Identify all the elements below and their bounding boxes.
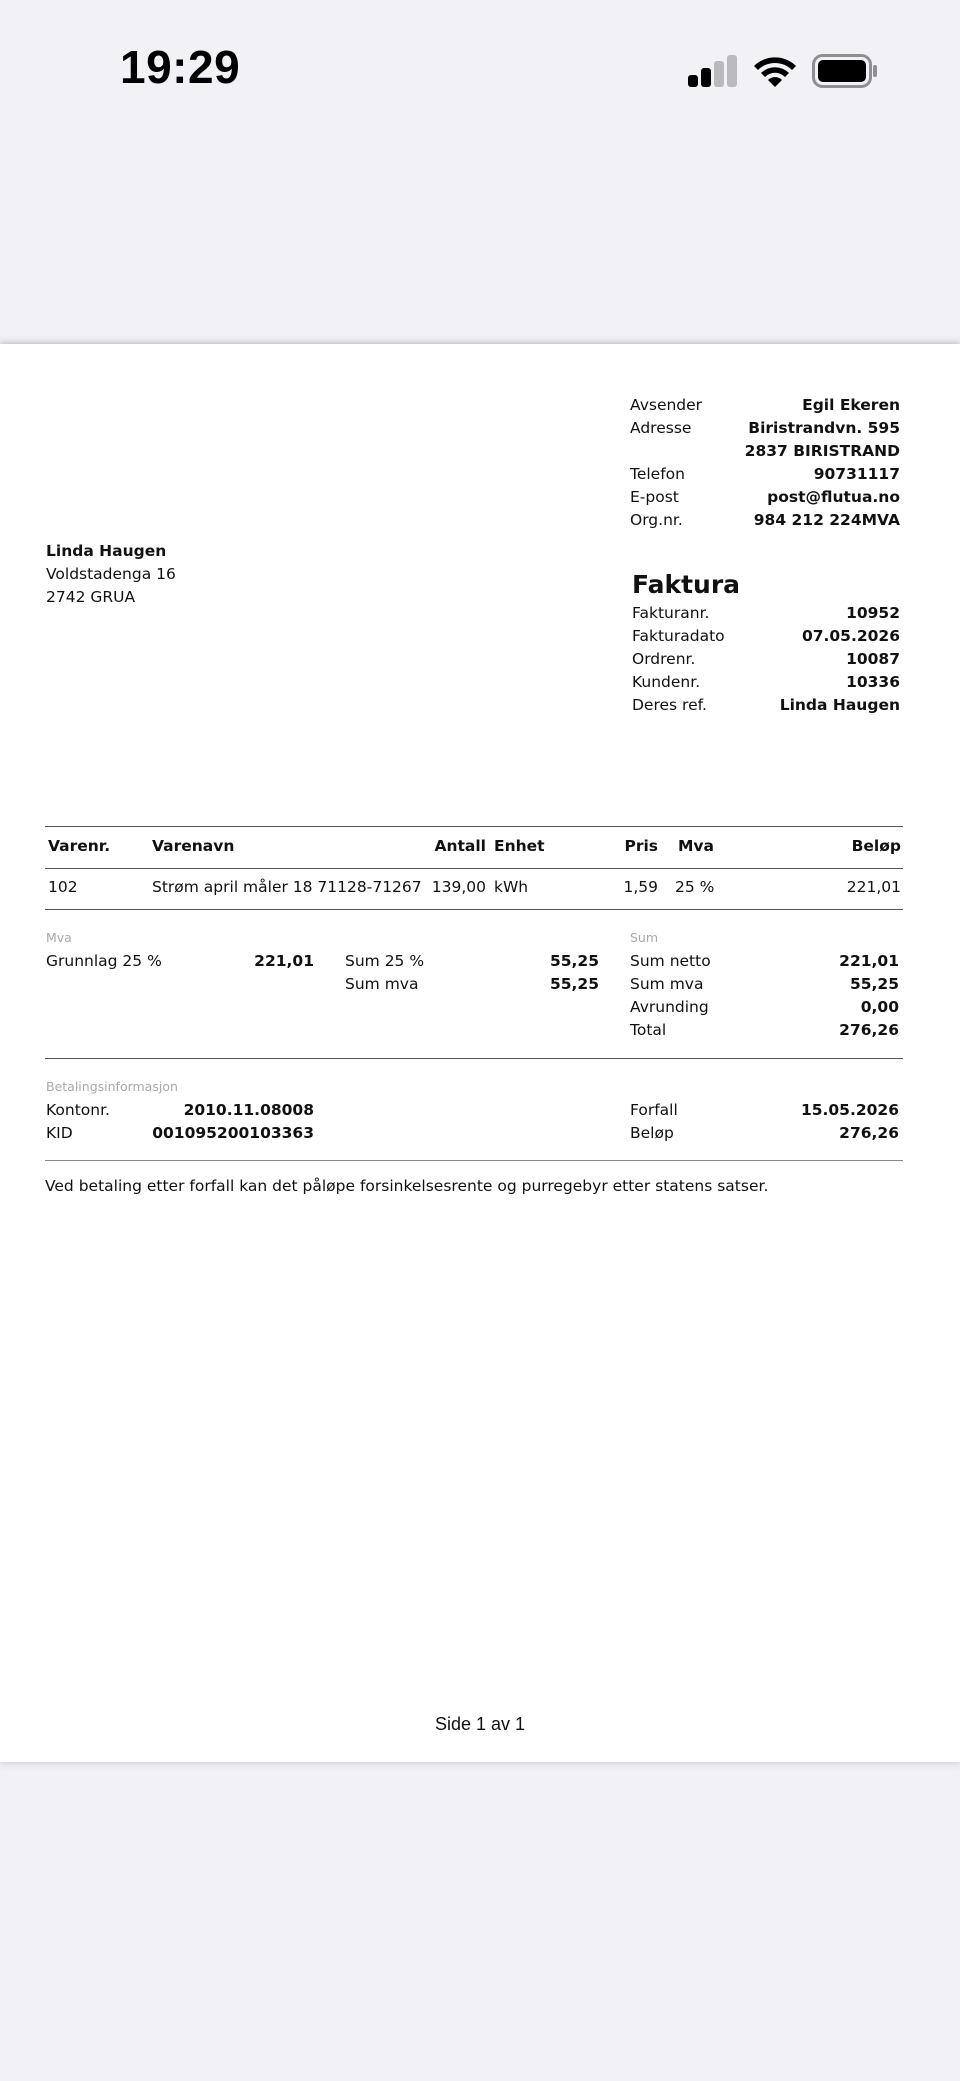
status-time: 19:29 xyxy=(120,41,241,93)
table-top-divider xyxy=(45,826,903,827)
col-header-qty: Antall xyxy=(434,837,486,855)
vat-sum-rate-value: 55,25 xyxy=(549,952,599,970)
battery-icon xyxy=(812,54,878,88)
invoice-title: Faktura xyxy=(632,570,741,599)
totals-table xyxy=(630,950,899,1042)
totals-row: Avrunding 0,00 xyxy=(630,998,899,1016)
totals-row: Total 276,26 xyxy=(630,1021,899,1039)
invoice-row: Fakturanr. 10952 xyxy=(632,604,900,622)
vat-basis-label: Grunnlag 25 % xyxy=(46,952,162,970)
late-payment-notice: Ved betaling etter forfall kan det påløpe forsinkelsesrente og purregebyr etter statens satser. xyxy=(45,1177,769,1195)
kid-number: 001095200103363 xyxy=(152,1124,314,1142)
vat-sum-value: 55,25 xyxy=(549,975,599,993)
col-header-amount: Beløp xyxy=(851,837,901,855)
sender-row: Avsender Egil Ekeren xyxy=(630,396,900,414)
vat-section-label: Mva xyxy=(46,930,72,945)
col-header-vat: Mva xyxy=(678,837,714,855)
table-bottom-divider xyxy=(45,909,903,910)
table-header-divider xyxy=(45,868,903,869)
sender-row: Org.nr. 984 212 224MVA xyxy=(630,511,900,529)
invoice-row: Fakturadato 07.05.2026 xyxy=(632,627,900,645)
sender-row: 2837 BIRISTRAND xyxy=(744,442,900,460)
line-item-price: 1,59 xyxy=(623,878,658,896)
kid-label: KID xyxy=(46,1124,73,1142)
summary-divider xyxy=(45,1058,903,1059)
col-header-price: Pris xyxy=(624,837,658,855)
account-label: Kontonr. xyxy=(46,1101,110,1119)
line-item-unit: kWh xyxy=(494,878,529,896)
invoice-details xyxy=(632,602,900,717)
totals-row: Sum mva 55,25 xyxy=(630,975,899,993)
totals-section-label: Sum xyxy=(630,930,659,945)
vat-basis-value: 221,01 xyxy=(254,952,314,970)
recipient-name: Linda Haugen xyxy=(46,542,167,560)
payment-divider xyxy=(45,1160,903,1161)
line-item-qty: 139,00 xyxy=(431,878,486,896)
sender-row: Adresse Biristrandvn. 595 xyxy=(630,419,900,437)
recipient-street: Voldstadenga 16 xyxy=(46,565,176,583)
invoice-row: Kundenr. 10336 xyxy=(632,673,900,691)
payment-amount-label: Beløp xyxy=(630,1124,674,1142)
recipient-address xyxy=(46,540,176,609)
vat-sum-label: Sum mva xyxy=(345,975,419,993)
invoice-row: Ordrenr. 10087 xyxy=(632,650,900,668)
wifi-icon xyxy=(752,54,798,88)
sender-info xyxy=(630,394,900,532)
cellular-signal-icon xyxy=(688,55,738,87)
line-item-name: Strøm april måler 18 71128-71267 xyxy=(152,878,422,896)
col-header-item-no: Varenr. xyxy=(48,837,111,855)
col-header-name: Varenavn xyxy=(152,837,235,855)
page-number: Side 1 av 1 xyxy=(434,1714,526,1734)
col-header-unit: Enhet xyxy=(494,837,545,855)
payment-section-label: Betalingsinformasjon xyxy=(46,1079,178,1094)
invoice-page xyxy=(0,344,960,1762)
account-number: 2010.11.08008 xyxy=(183,1101,314,1119)
sender-row: E-post post@flutua.no xyxy=(630,488,900,506)
due-date-label: Forfall xyxy=(630,1101,678,1119)
invoice-row: Deres ref. Linda Haugen xyxy=(632,696,900,714)
recipient-city: 2742 GRUA xyxy=(46,588,136,606)
payment-amount-value: 276,26 xyxy=(839,1124,899,1142)
due-date-value: 15.05.2026 xyxy=(800,1101,899,1119)
line-item-amount: 221,01 xyxy=(846,878,901,896)
vat-sum-rate-label: Sum 25 % xyxy=(345,952,425,970)
status-bar xyxy=(0,0,960,140)
line-item-no: 102 xyxy=(48,878,78,896)
sender-row: Telefon 90731117 xyxy=(630,465,900,483)
line-item-vat: 25 % xyxy=(675,878,715,896)
totals-row: Sum netto 221,01 xyxy=(630,952,899,970)
